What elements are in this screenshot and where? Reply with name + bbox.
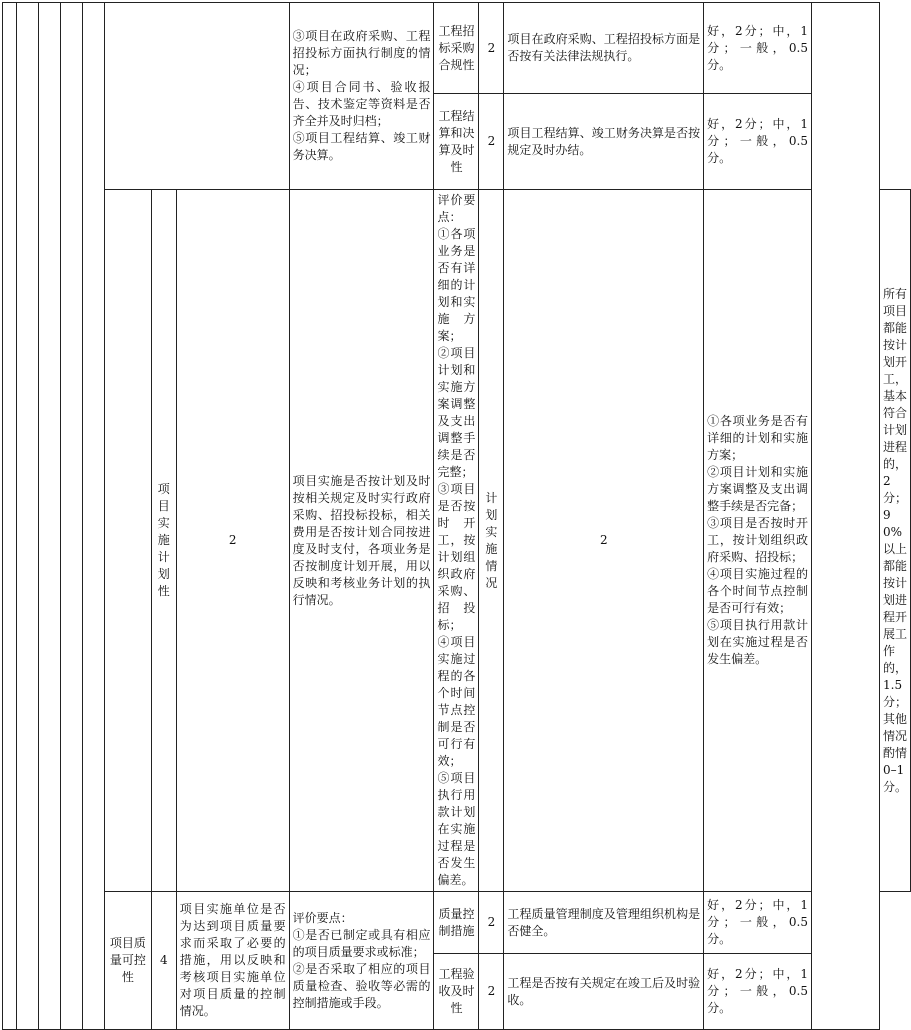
scoring-standard: 好，2分；中，1分；一般，0.5分。 xyxy=(704,892,812,954)
sub-indicator-score: 2 xyxy=(479,94,504,190)
indicator-description: 项目实施是否按计划及时按相关规定及时实行政府采购、招投标投标，相关费用是否按计划合同按进度及时支付，各项业务是否按制度计划开展，用以反映和考核业务计划的执行情况。 xyxy=(289,190,434,892)
sub-indicator-score: 2 xyxy=(479,3,504,94)
scoring-standard: 好，2分；中，1分；一般，0.5分。 xyxy=(704,3,812,94)
sub-indicator-name: 工程招标采购合规性 xyxy=(434,3,479,94)
indicator-name: 项目质量可控性 xyxy=(104,892,151,1030)
blank-cell xyxy=(3,3,17,1030)
scoring-standard: 好，2分；中，1分；一般，0.5分。 xyxy=(704,94,812,190)
blank-cell xyxy=(812,3,880,1030)
criteria-cell: 评价要点： ①各项业务是否有详细的计划和实施方案； ②项目计划和实施方案调整及支出调整手续是否完整； ③项目是否按时开工，按计划组织政府采购、招投标； ④项目实施过程的各个时间节点控制是否可行有效； ⑤项目执行用款计划在实施过程是否发生偏差。 xyxy=(434,190,479,892)
sub-indicator-name: 质量控制措施 xyxy=(434,892,479,954)
table-row xyxy=(3,892,911,954)
indicator-content: 工程是否按有关规定在竣工后及时验收。 xyxy=(504,954,704,1030)
scoring-standard: 好，2分；中，1分；一般，0.5分。 xyxy=(704,954,812,1030)
indicator-content: 项目工程结算、竣工财务决算是否按规定及时办结。 xyxy=(504,94,704,190)
blank-cell xyxy=(104,190,151,892)
indicator-score: 2 xyxy=(176,190,289,892)
criteria-cell: 评价要点： ①是否已制定或具有相应的项目质量要求或标准； ②是否采取了相应的项目质量检查、验收等必需的控制措施或手段。 xyxy=(289,892,434,1030)
scoring-standard: 所有项目都能按计划开工，基本符合计划进程的，2分；90%以上都能按计划进程开展工作的，1.5分；其他情况酌情0–1分。 xyxy=(880,190,911,892)
indicator-description: 项目实施单位是否为达到项目质量要求而采取了必要的措施，用以反映和考核项目实施单位对项目质量的控制情况。 xyxy=(176,892,289,1030)
blank-cell xyxy=(38,3,60,1030)
indicator-score: 4 xyxy=(151,892,176,1030)
sub-indicator-name: 工程验收及时性 xyxy=(434,954,479,1030)
table-row xyxy=(3,190,911,892)
sub-indicator-name: 计划实施情况 xyxy=(479,190,504,892)
blank-cell xyxy=(16,3,38,1030)
indicator-content: ①各项业务是否有详细的计划和实施方案； ②项目计划和实施方案调整及支出调整手续是否完备； ③项目是否按时开工，按计划组织政府采购、招投标； ④项目实施过程的各个时间节点控制是否可行有效； ⑤项目执行用款计划在实施过程是否发生偏差。 xyxy=(704,190,812,892)
blank-cell xyxy=(82,3,104,1030)
sub-indicator-score: 2 xyxy=(479,954,504,1030)
indicator-content: 工程质量管理制度及管理组织机构是否健全。 xyxy=(504,892,704,954)
blank-cell xyxy=(60,3,82,1030)
sub-indicator-name: 工程结算和决算及时性 xyxy=(434,94,479,190)
table-row xyxy=(3,3,911,94)
sub-indicator-score: 2 xyxy=(479,892,504,954)
sub-indicator-score: 2 xyxy=(504,190,704,892)
evaluation-table xyxy=(2,2,911,1030)
blank-cell xyxy=(104,3,289,190)
indicator-content: 项目在政府采购、工程招投标方面是否按有关法律法规执行。 xyxy=(504,3,704,94)
indicator-name: 项目实施计划性 xyxy=(151,190,176,892)
criteria-cell: ③项目在政府采购、工程招投标方面执行制度的情况； ④项目合同书、验收报告、技术鉴定等资料是否齐全并及时归档； ⑤项目工程结算、竣工财务决算。 xyxy=(289,3,434,190)
